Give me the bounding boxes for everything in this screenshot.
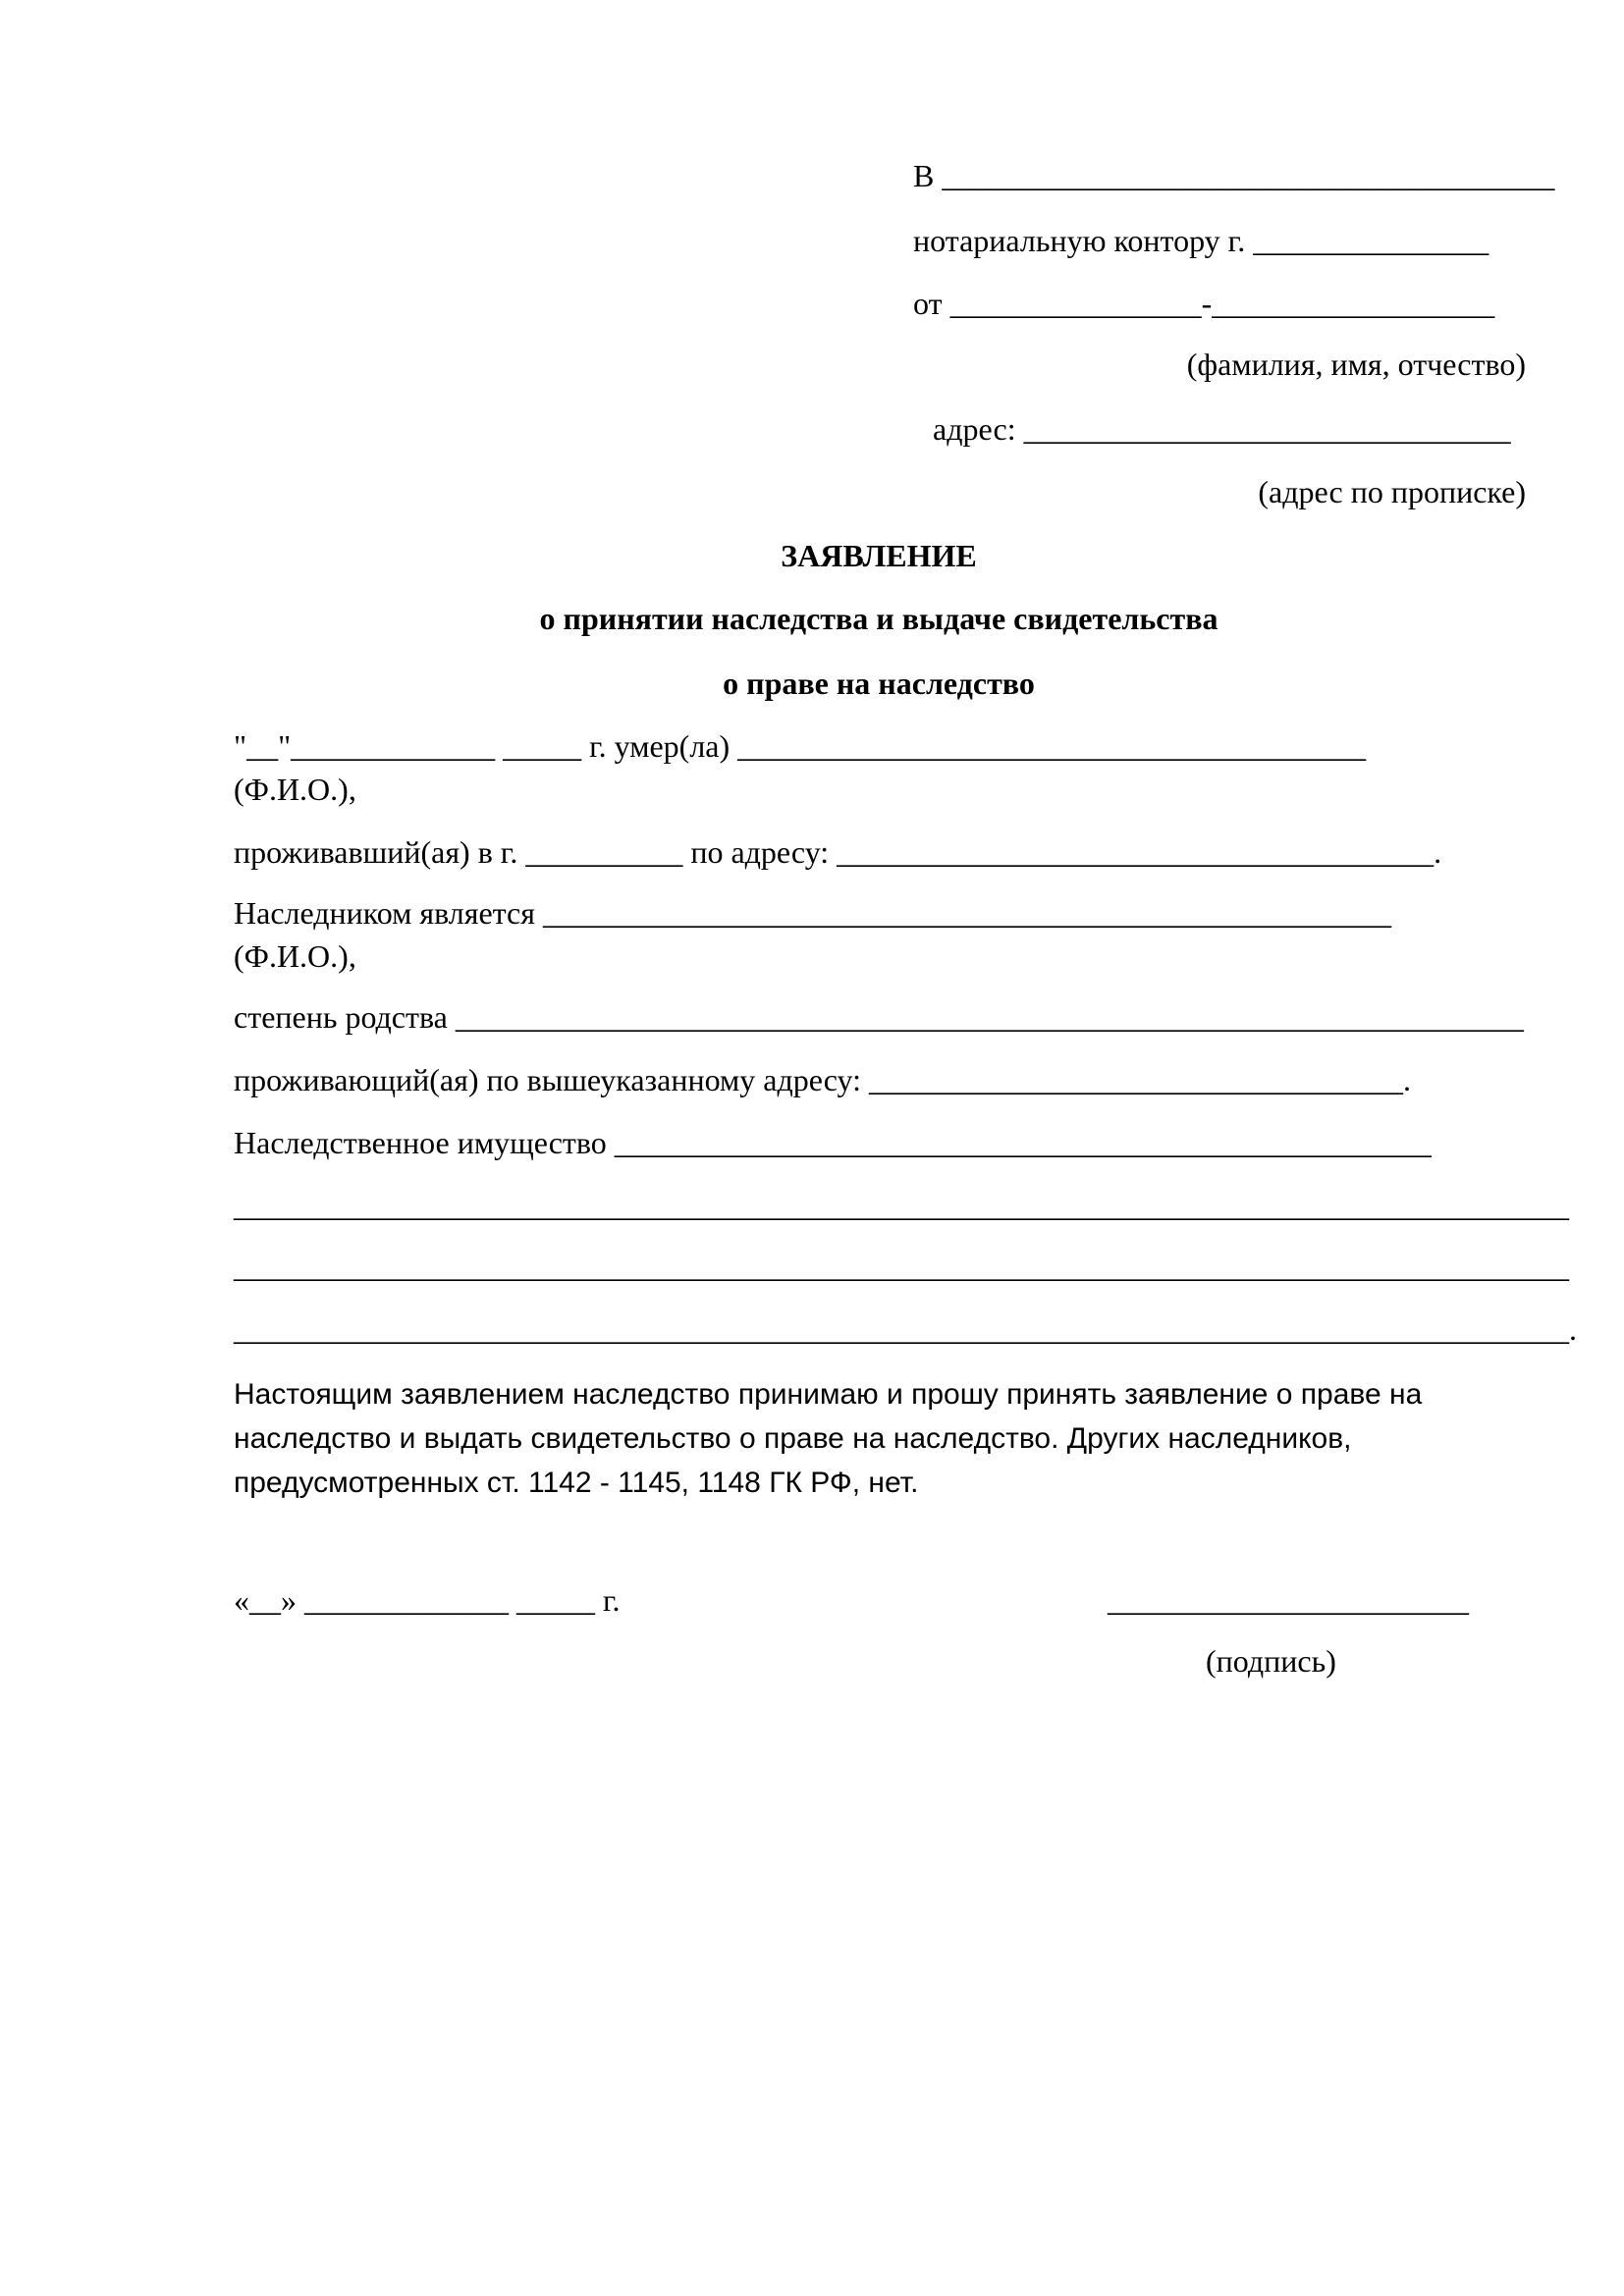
property-text: Наследственное имущество ______________________________ — [234, 1125, 1086, 1160]
applicant-name-caption: (фамилия, имя, отчество) — [1186, 347, 1526, 382]
notary-office-line — [913, 225, 1489, 256]
heir-address-line-end: ______________________________. — [932, 1062, 1411, 1097]
heir-line-end: ____________________________________________ — [699, 895, 1391, 931]
deceased-name-caption: (Ф.И.О.), — [234, 772, 356, 807]
applicant-line: от ________________-__________________ — [913, 286, 1495, 321]
document-title: ЗАЯВЛЕНИЕ — [781, 538, 977, 573]
notary-office-text: нотариальную контору г. _________ — [913, 223, 1395, 258]
property-line — [234, 1127, 1432, 1158]
statement-paragraph: Настоящим заявлением наследство принимаю и прошу принять заявление о праве на наследство и выдать свидетельство о праве на наследство. Других наследников, предусмотренных ст. 1142 - 1145, 1148 ГК РФ, нет. — [234, 1378, 1423, 1499]
heir-text: Наследником является __________ — [234, 895, 700, 931]
document-subtitle-1: о принятии наследства и выдаче свидетельства — [539, 601, 1218, 636]
address-caption: (адрес по прописке) — [1258, 474, 1526, 509]
heir-address-text: проживающий(ая) по вышеуказанному адресу: ____ — [234, 1062, 932, 1097]
blank-line: _____________________________________________________________________________________ — [234, 1188, 1569, 1223]
deceased-line: "__"_____________ _____ г. умер(ла) ________________________________________ — [234, 728, 1367, 764]
heir-name-caption: (Ф.И.О.), — [234, 938, 356, 974]
date-line: «__» _____________ _____ г. — [234, 1582, 621, 1618]
notary-office-line-end: ______ — [1394, 223, 1489, 258]
address-line: адрес: _______________________________ — [933, 411, 1511, 447]
residence-text: проживавший(ая) в г. __________ по адресу: ____________ — [234, 834, 1026, 870]
property-line-end: ______________________ — [1085, 1125, 1432, 1160]
signature-line: _______________________ — [1108, 1582, 1469, 1618]
signature-caption: (подпись) — [1206, 1643, 1336, 1679]
heir-line — [234, 897, 1391, 929]
residence-line-end: __________________________. — [1025, 834, 1442, 870]
document-subtitle-2: о праве на наследство — [723, 666, 1035, 701]
kinship-line: степень родства ____________________________________________________________________ — [234, 999, 1524, 1035]
heir-address-line — [234, 1064, 1411, 1095]
blank-line: _____________________________________________________________________________________ — [234, 1249, 1569, 1284]
blank-line: _____________________________________________________________________________________. — [234, 1311, 1577, 1347]
residence-line — [234, 836, 1441, 868]
recipient-line: В _______________________________________ — [913, 158, 1555, 193]
